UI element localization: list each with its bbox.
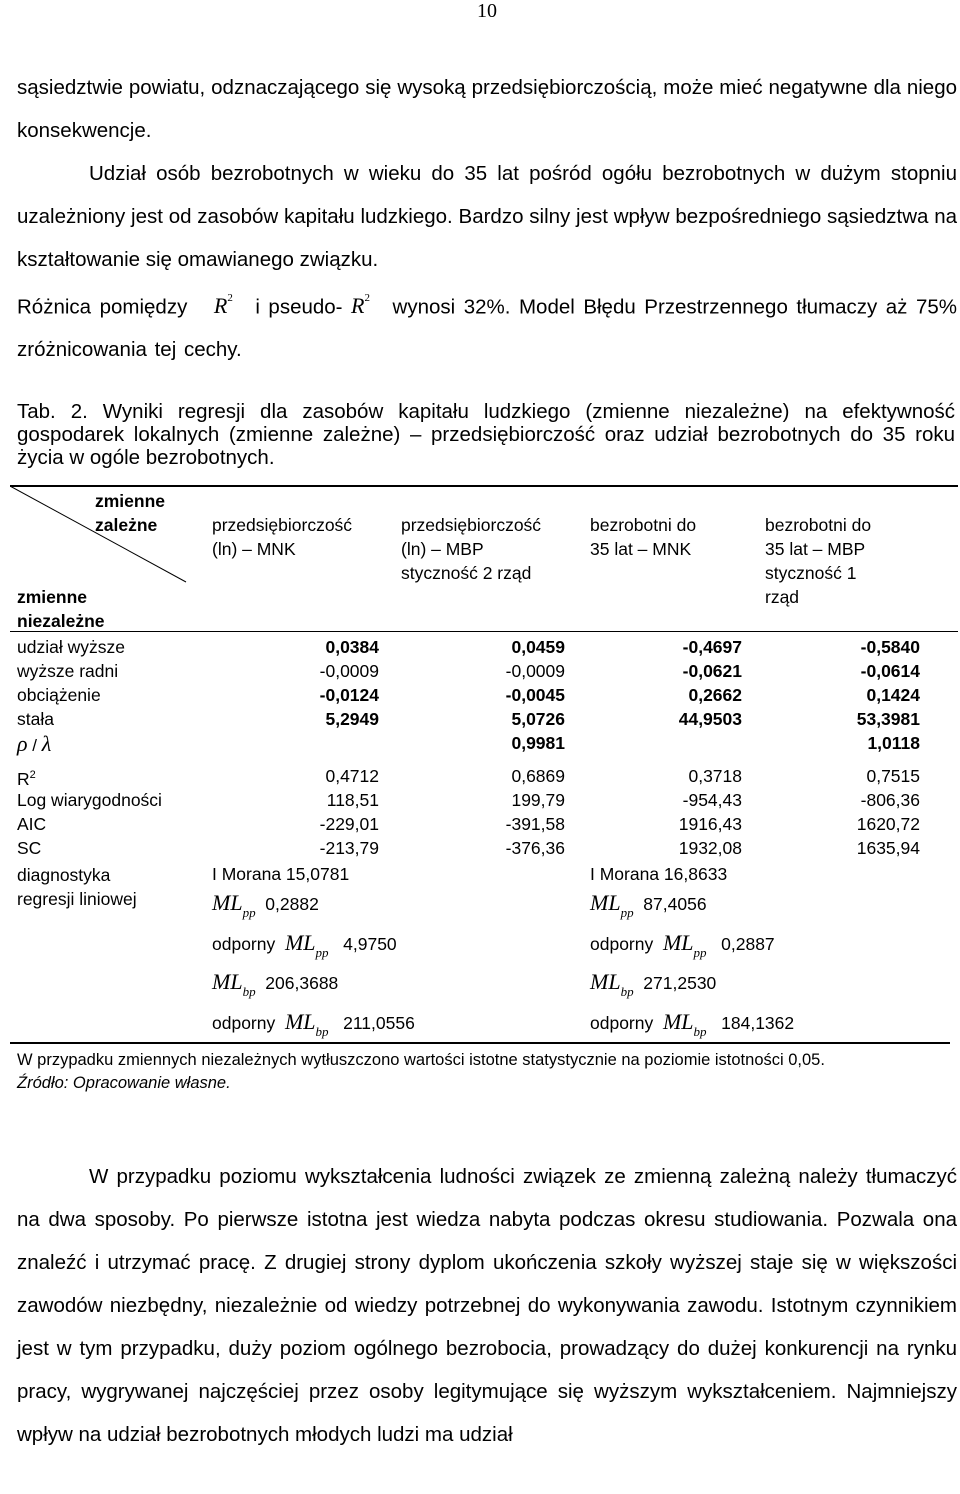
intro-line-1: sąsiedztwie powiatu, odznaczającego się wysoką przedsiębiorczością, może mieć negatywne dla niego konsekwencje. <box>17 76 957 142</box>
col-header-2: przedsiębiorczość (ln) – MBP styczność 2 rząd <box>401 515 542 583</box>
page-number: 10 <box>477 0 497 22</box>
table-bottom-rule <box>10 1042 950 1044</box>
source-note: Źródło: Opracowanie własne. <box>17 1074 231 1092</box>
intro-line-2: Udział osób bezrobotnych w wieku do 35 lat pośród ogółu bezrobotnych w dużym stopniu uzależniony jest od zasobów kapitału ludzkiego. Bardzo silny jest wpływ bezpośredniego sąsiedztwa na kształtowanie się omawianego związku. <box>17 162 957 271</box>
closing-paragraph: W przypadku poziomu wykształcenia ludności związek ze zmienną zależną należy tłumaczyć na dwa sposoby. Po pierwsze istotna jest wiedza nabyta podczas okresu studiowania. Pozwala ona znaleźć i utrzymać pracę. Z drugiej strony dyplom ukończenia szkoły wyższej staje się w większości zawodów niezbędny, niezależnie od wiedzy potrzebnej do wykonywania zawodu. Istotnym czynnikiem jest w tym przypadku, duży poziom ogólnego bezrobocia, prowadzący do dużej konkurencji na rynku pracy, wygrywanej najczęściej przez osoby legitymujące się wyższym wykształceniem. Najmniejszy wpływ na udział bezrobotnych młodych ludzi ma udział <box>17 1165 957 1446</box>
intro-line-3: Różnica pomiędzy $R^2$ i pseudo- $R^2$ wynosi 32%. Model Błędu Przestrzennego tłumaczy aż 75% zróżnicowania tej cechy. <box>17 292 957 362</box>
r-squared-label: $R^2$ <box>17 768 36 789</box>
r-squared-symbol: $R^2$ <box>213 292 233 319</box>
table-caption: Tab. 2. Wyniki regresji dla zasobów kapitału ludzkiego (zmienne niezależne) na efektywność gospodarek lokalnych (zmienne zależne) – przedsiębiorczość oraz udział bezrobotnych do 35 roku życia w ogóle bezrobotnych. <box>17 400 955 469</box>
pseudo-r-squared-symbol: $R^2$ <box>351 292 370 319</box>
col-header-3: bezrobotni do 35 lat – MNK <box>590 515 697 559</box>
diagnostics-label: diagnostyka regresji liniowej <box>17 865 137 909</box>
independent-vars-label: zmienne niezależne <box>17 587 105 631</box>
intro-paragraphs <box>17 66 957 371</box>
col-header-4: bezrobotni do 35 lat – MBP styczność 1 rząd <box>765 515 872 607</box>
table-header-rule <box>10 631 958 632</box>
dependent-vars-label: zmienne zależne <box>95 491 166 535</box>
table-notes <box>17 1049 917 1095</box>
significance-note: W przypadku zmiennych niezależnych wytłuszczono wartości istotne statystycznie na poziomie istotności 0,05. <box>17 1051 825 1069</box>
rho-lambda-label: ρ / λ <box>17 731 52 756</box>
col-header-1: przedsiębiorczość (ln) – MNK <box>212 515 353 559</box>
